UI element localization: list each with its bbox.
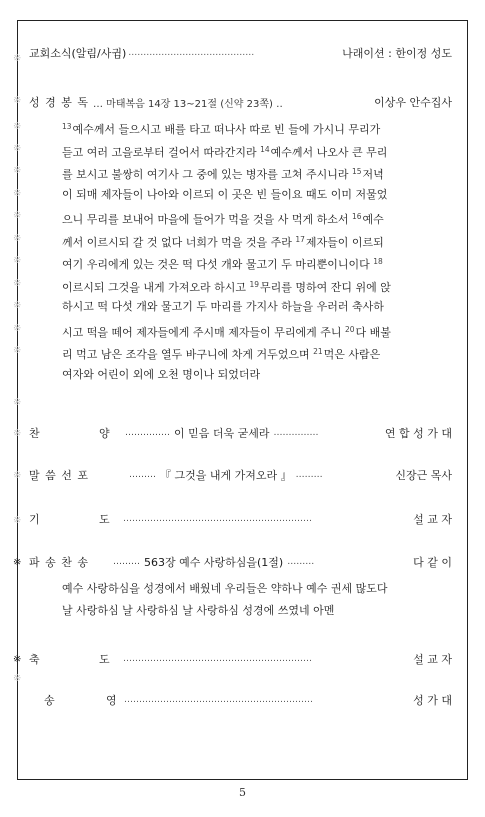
doxology-label-1: 송: [44, 694, 55, 707]
verse-line: 하시고 떡 다섯 개와 물고기 두 마리를 가지사 하늘을 우러러 축사하: [62, 300, 384, 313]
margin-mark: ※: [13, 143, 22, 154]
margin-mark: ※: [13, 345, 22, 356]
verse-line: 듣고 여러 고을로부터 걸어서 따라간지라 $^{14}$예수께서 나오사 큰 무리: [62, 144, 388, 159]
sermon-preacher: 신장근 목사: [395, 469, 452, 482]
margin-mark: ※: [13, 278, 22, 289]
doxology-label-2: 영: [106, 694, 117, 707]
sending-hymn-leader-left: ………: [113, 557, 140, 567]
margin-mark: ※: [13, 188, 22, 199]
benediction-label-1: 축: [29, 653, 40, 666]
doxology-row: [44, 690, 452, 710]
prayer-row: [29, 509, 452, 529]
page-number: 5: [239, 786, 246, 799]
announcements-row: [29, 43, 452, 63]
margin-mark: ※: [13, 397, 22, 408]
verse-line: 으니 무리를 보내어 마을에 들어가 먹을 것을 사 먹게 하소서 $^{16}$예수: [62, 212, 384, 226]
announcements-leader: ……………………………………: [128, 48, 255, 58]
margin-mark: ※: [13, 165, 22, 176]
praise-performer: 연 합 성 가 대: [384, 427, 452, 440]
margin-mark: ※: [13, 515, 22, 526]
benediction-label-2: 도: [99, 653, 110, 666]
margin-mark: ※: [13, 300, 22, 311]
praise-title: 이 믿음 더욱 굳세라: [174, 427, 270, 440]
sending-hymn-leader-right: ………: [287, 557, 315, 567]
scripture-label: 성 경 봉 독: [29, 96, 89, 109]
verse-line: 이르시되 그것을 내게 가져오라 하시고 $^{19}$무리를 명하여 잔디 위에 앉: [62, 279, 391, 294]
doxology-leader: ………………………………………………………: [124, 695, 313, 705]
scripture-reader: 이상우 안수집사: [374, 96, 452, 109]
prayer-performer: 설 교 자: [413, 513, 452, 526]
praise-leader-left: ……………: [125, 428, 170, 438]
praise-row: [29, 423, 452, 443]
benediction-row: [29, 649, 452, 669]
lyric-line: 예수 사랑하심을 성경에서 배웠네 우리들은 약하나 예수 권세 많도다: [62, 582, 388, 595]
verse-line: $^{13}$예수께서 들으시고 배를 타고 떠나사 따로 빈 들에 가시니 무리가: [62, 122, 381, 136]
scripture-text: [62, 116, 442, 386]
sermon-label: 말 씀 선 포: [29, 469, 89, 482]
margin-mark: ※: [13, 95, 22, 106]
prayer-leader: ………………………………………………………: [123, 514, 312, 524]
verse-line: 께서 이르시되 갈 것 없다 너희가 먹을 것을 주라 $^{17}$제자들이 이르되: [62, 234, 384, 249]
verse-line: 여기 우리에게 있는 것은 떡 다섯 개와 물고기 두 마리뿐이니이다 $^{18}$: [62, 257, 383, 271]
margin-mark: ※: [13, 53, 22, 64]
lyric-line: 날 사랑하심 날 사랑하심 날 사랑하심 성경에 쓰였네 아멘: [62, 604, 335, 617]
sermon-leader-right: ………: [295, 470, 323, 480]
scripture-reference: … 마태복음 14장 13~21절 (신약 23쪽) ‥: [93, 98, 283, 110]
doxology-performer: 성 가 대: [413, 694, 452, 707]
verse-line: 시고 떡을 떼어 제자들에게 주시매 제자들이 무리에게 주니 $^{20}$다 배불: [62, 324, 391, 339]
margin-mark: ※: [13, 673, 22, 684]
praise-label-2: 양: [99, 427, 110, 440]
sermon-leader-left: ………: [129, 470, 156, 480]
prayer-label-1: 기: [29, 513, 40, 526]
verse-line: 여자와 어린이 외에 오천 명이나 되었더라: [62, 367, 261, 381]
announcements-narrator: 나래이션 : 한이정 성도: [342, 47, 452, 60]
benediction-leader: ………………………………………………………: [123, 654, 312, 664]
announcements-label: 교회소식(알림/사귐): [29, 47, 127, 60]
verse-line: 리 먹고 남은 조각을 열두 바구니에 차게 거두었으며 $^{21}$먹은 사람은: [62, 347, 381, 361]
standing-mark: ※: [13, 654, 22, 665]
scripture-row: [29, 92, 452, 112]
benediction-performer: 설 교 자: [413, 653, 452, 666]
sermon-title: 『 그것을 내게 가져오라 』: [160, 469, 292, 482]
standing-mark: ※: [13, 557, 22, 568]
verse-line: 이 되매 제자들이 나아와 이르되 이 곳은 빈 들이요 때도 이미 저물었: [62, 187, 388, 201]
sermon-row: [29, 465, 452, 485]
margin-mark: ※: [13, 210, 22, 221]
sending-hymn-title: 563장 예수 사랑하심을(1절): [144, 556, 284, 569]
margin-mark: ※: [13, 323, 22, 334]
sending-hymn-label: 파 송 찬 송: [29, 556, 89, 569]
margin-mark: ※: [13, 233, 22, 244]
sending-hymn-row: [29, 552, 452, 572]
praise-label-1: 찬: [29, 427, 40, 440]
verse-line: 를 보시고 불쌍히 여기사 그 중에 있는 병자를 고쳐 주시니라 $^{15}$저녁: [62, 167, 384, 181]
margin-mark: ※: [13, 121, 22, 132]
sending-hymn-performer: 다 같 이: [413, 556, 452, 569]
prayer-label-2: 도: [99, 513, 110, 526]
margin-mark: ※: [13, 428, 22, 439]
margin-mark: ※: [13, 470, 22, 481]
margin-mark: ※: [13, 255, 22, 266]
praise-leader-right: ……………: [273, 428, 319, 438]
hymn-lyrics: [62, 578, 452, 622]
